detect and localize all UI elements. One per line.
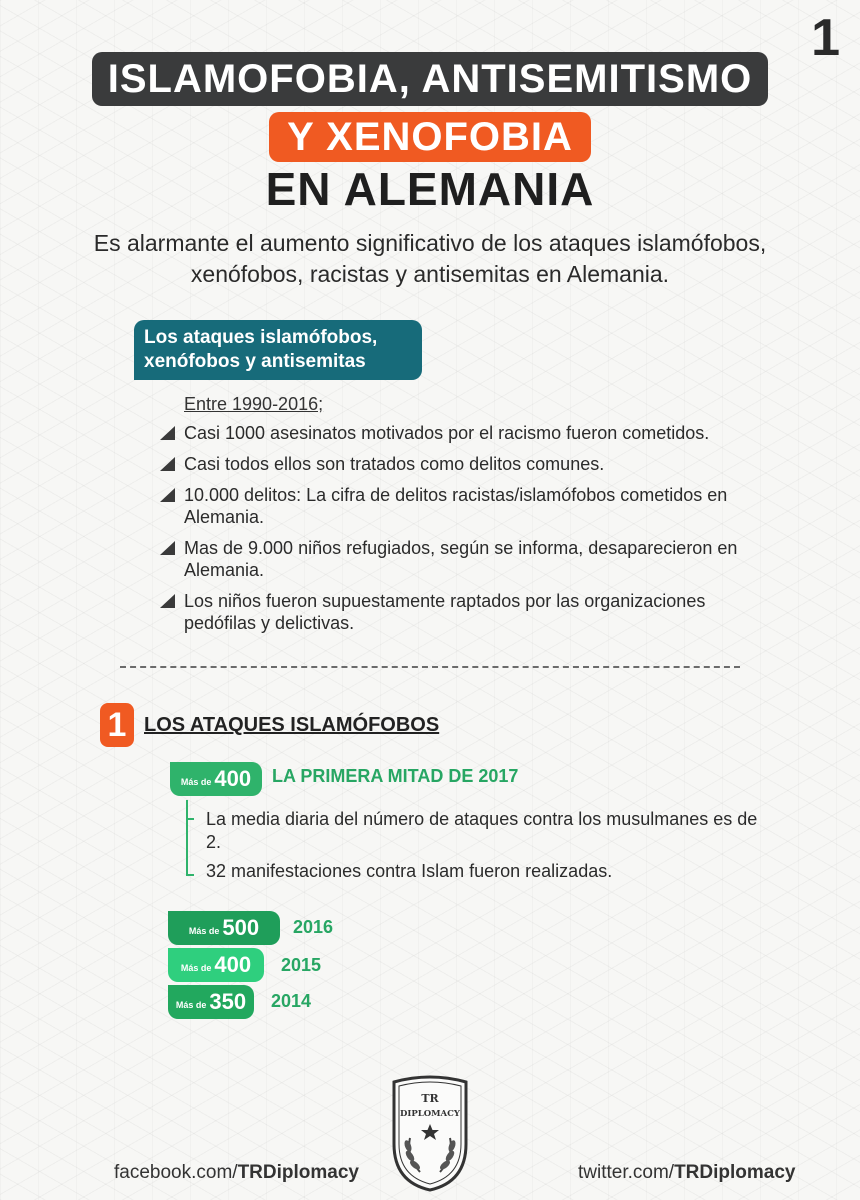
dashed-divider [120,666,740,668]
logo-emblem-icon [386,1074,474,1192]
stat-value: 400 [214,766,252,791]
twitter-link[interactable] [578,1162,796,1184]
stat-year: 2016 [293,917,334,937]
triangle-bullet-icon [160,541,175,555]
facts-list [160,422,780,643]
stat-pill-2017 [170,762,262,796]
triangle-bullet-icon [160,594,175,608]
title-line-3: EN ALEMANIA [265,163,595,215]
list-item [160,537,780,581]
stat-prefix: Más de [180,777,212,787]
page-number: 1 [811,9,840,67]
list-item [160,422,780,444]
logo-tr-text: TR [421,1092,439,1105]
list-item [160,484,780,528]
detail-text: 32 manifestaciones contra Islam fueron realizadas. [206,861,613,881]
bracket-tick [186,818,194,820]
stat-pill-2016 [168,911,280,945]
twitter-link-prefix: twitter.com/ [578,1162,675,1183]
bracket-tick [186,874,194,876]
list-item-text: 10.000 delitos: La cifra de delitos racistas/islamófobos cometidos en Alemania. [184,485,728,527]
title-line-1: ISLAMOFOBIA, ANTISEMITISMO [92,52,769,106]
stat-value: 350 [209,989,247,1014]
triangle-bullet-icon [160,457,175,471]
stat-value: 400 [214,952,252,977]
title-line-2: Y XENOFOBIA [269,112,591,162]
list-item [160,590,780,634]
stat-pill-2014 [168,985,254,1019]
list-item-text: Casi 1000 asesinatos motivados por el racismo fueron cometidos. [184,423,710,443]
stat-year: 2014 [271,991,312,1011]
bracket-line [186,800,198,876]
facebook-handle: TRDiplomacy [237,1162,359,1183]
twitter-handle: TRDiplomacy [674,1162,796,1183]
list-item-text: Mas de 9.000 niños refugiados, según se informa, desaparecieron en Alemania. [184,538,738,580]
stat-prefix: Más de [175,1000,207,1010]
logo-diplomacy-text: DIPLOMACY [400,1109,460,1119]
page-title [0,52,860,215]
triangle-bullet-icon [160,488,175,502]
stat-year: 2015 [281,955,322,975]
stat-value: 500 [222,915,260,940]
facebook-link[interactable] [114,1162,359,1184]
section-tag: Los ataques islamófobos, xenófobos y antisemitas [134,320,422,380]
period-subheading: Entre 1990-2016; [184,394,324,414]
detail-text: La media diaria del número de ataques contra los musulmanes es de 2. [206,809,758,852]
intro-text: Es alarmante el aumento significativo de los ataques islamófobos, xenófobos, racistas y antisemitas en Alemania. [93,230,767,287]
trdiplomacy-logo [386,1074,474,1192]
stat-prefix: Más de [188,926,220,936]
stat-pill-2015 [168,948,264,982]
list-item-text: Los niños fueron supuestamente raptados por las organizaciones pedófilas y delictivas. [184,591,706,633]
stat-label-2017: LA PRIMERA MITAD DE 2017 [272,766,519,786]
list-item [160,453,780,475]
triangle-bullet-icon [160,426,175,440]
section-title: LOS ATAQUES ISLAMÓFOBOS [144,714,440,736]
stat-prefix: Más de [180,963,212,973]
facebook-link-prefix: facebook.com/ [114,1162,238,1183]
section-number-badge: 1 [100,703,134,747]
list-item-text: Casi todos ellos son tratados como delitos comunes. [184,454,605,474]
